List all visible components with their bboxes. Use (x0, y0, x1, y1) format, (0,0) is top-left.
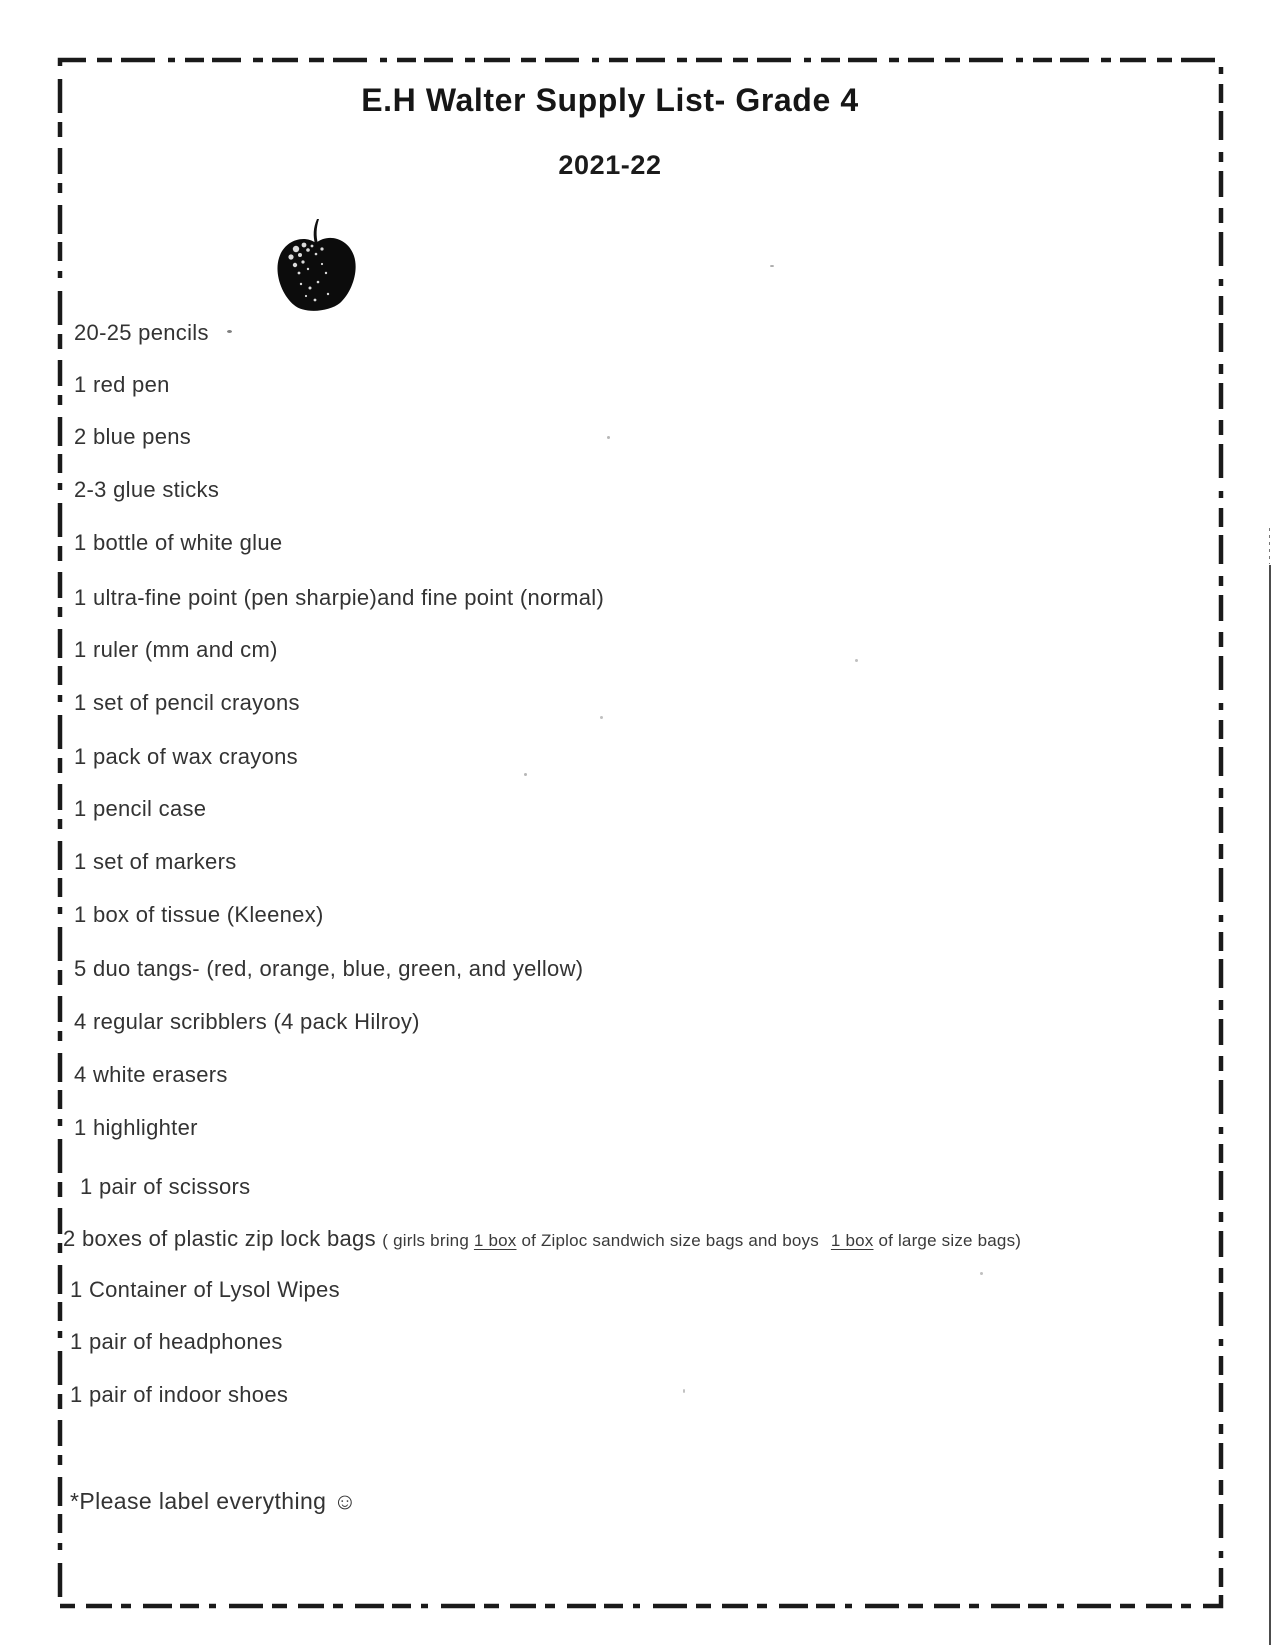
ziplock-note (382, 1231, 1021, 1250)
ziplock-underlined-2: 1 box (830, 1231, 874, 1250)
list-item: 4 regular scribblers (4 pack Hilroy) (74, 1009, 420, 1034)
list-item: 5 duo tangs- (red, orange, blue, green, and yellow) (74, 956, 584, 981)
ziplock-note-open: ( girls bring (382, 1231, 469, 1250)
scan-speck (524, 773, 527, 776)
list-item: 1 box of tissue (Kleenex) (74, 902, 324, 927)
ziplock-note-close: of large size bags) (878, 1231, 1022, 1250)
scan-artifact-dotted (1269, 528, 1270, 564)
list-item: 1 set of pencil crayons (74, 690, 300, 715)
ziplock-underlined-1: 1 box (473, 1231, 517, 1250)
apple-icon (270, 216, 360, 322)
list-item: 1 bottle of white glue (74, 530, 283, 555)
list-item: 1 red pen (74, 372, 170, 397)
scan-speck (980, 1272, 983, 1275)
scan-speck (855, 659, 858, 662)
label-everything-note: *Please label everything ☺ (70, 1488, 358, 1514)
list-item: 1 pair of headphones (70, 1329, 283, 1354)
scan-speck (600, 716, 603, 719)
ziplock-main-text: 2 boxes of plastic zip lock bags (63, 1226, 376, 1251)
list-item: 2 blue pens (74, 424, 192, 449)
list-item-ziplock (63, 1226, 1021, 1252)
scan-speck (227, 330, 232, 333)
scan-speck (607, 436, 610, 439)
list-item: 1 set of markers (74, 849, 237, 874)
list-item: 1 pair of scissors (80, 1174, 251, 1199)
ziplock-note-mid: of Ziploc sandwich size bags and boys (521, 1231, 819, 1250)
list-item: 1 pair of indoor shoes (70, 1382, 289, 1407)
school-year: 2021-22 (558, 150, 662, 180)
list-item: 20-25 pencils (74, 320, 209, 345)
list-item: 1 Container of Lysol Wipes (70, 1277, 340, 1302)
scan-artifact-line (1269, 565, 1271, 1645)
list-item: 1 pencil case (74, 796, 207, 821)
scan-speck (770, 265, 774, 267)
list-item: 2-3 glue sticks (74, 477, 220, 502)
page-title: E.H Walter Supply List- Grade 4 (361, 82, 859, 118)
list-item: 1 highlighter (74, 1115, 198, 1140)
scan-speck (683, 1389, 685, 1393)
list-item: 4 white erasers (74, 1062, 228, 1087)
list-item: 1 ultra-fine point (pen sharpie)and fine point (normal) (74, 585, 605, 610)
list-item: 1 pack of wax crayons (74, 744, 298, 769)
list-item: 1 ruler (mm and cm) (74, 637, 278, 662)
